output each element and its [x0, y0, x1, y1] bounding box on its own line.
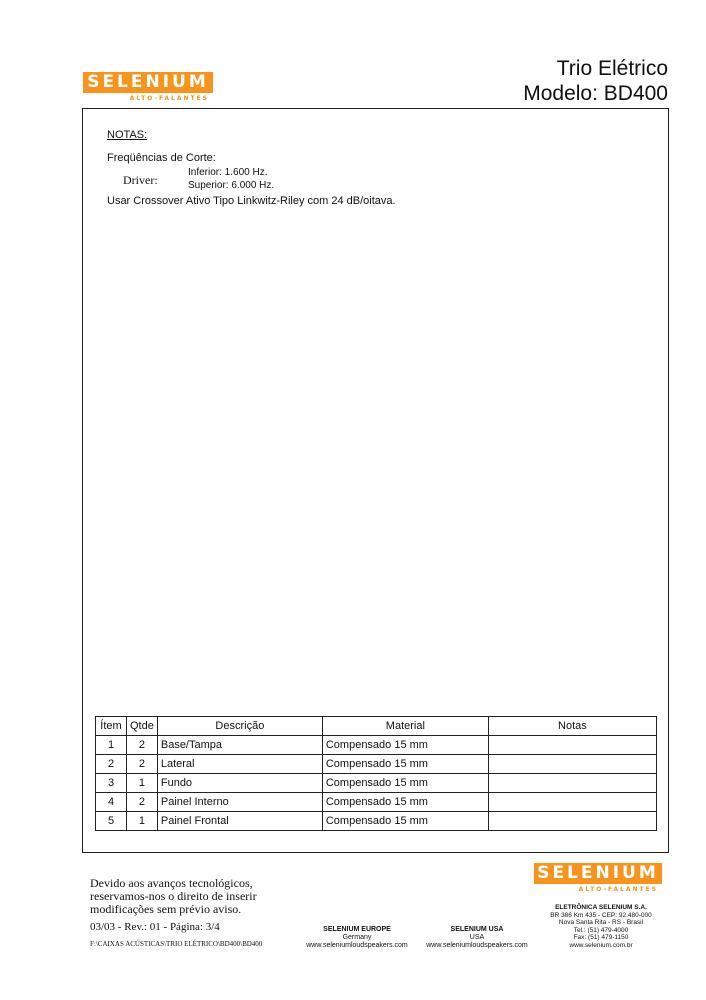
title-line-2: Modelo: BD400 [523, 82, 668, 105]
company-address-1: BR 386 Km 435 - CEP: 92.480-000 [550, 911, 652, 919]
table-row [96, 755, 657, 774]
company-name: ELETRÔNICA SELENIUM S.A. [555, 904, 647, 911]
freq-label: Freqüências de Corte: [107, 152, 216, 164]
usa-url[interactable]: www.seleniumloudspeakers.com [426, 942, 528, 949]
company-address-2: Nova Santa Rita - RS - Brasil [558, 919, 644, 926]
logo-text: SELENIUM [83, 72, 213, 93]
cell-qtde: 1 [127, 812, 158, 831]
crossover-note: Usar Crossover Ativo Tipo Linkwitz-Riley com 24 dB/oitava. [107, 195, 396, 207]
cell-qtde: 2 [127, 755, 158, 774]
cell-descricao: Fundo [157, 774, 322, 793]
cell-material: Compensado 15 mm [322, 736, 488, 755]
header-descricao: Descrição [157, 717, 322, 736]
table-row [96, 736, 657, 755]
header-notas: Notas [488, 717, 656, 736]
parts-table [95, 716, 657, 831]
disclaimer [90, 877, 257, 916]
cell-descricao: Base/Tampa [157, 736, 322, 755]
header-item: Ítem [96, 717, 127, 736]
cell-descricao: Lateral [157, 755, 322, 774]
cell-notas [488, 793, 656, 812]
selenium-logo-footer [534, 863, 662, 893]
disclaimer-line-2: reservamos-nos o direito de inserir [90, 889, 257, 903]
europe-name: SELENIUM EUROPE [323, 926, 391, 933]
logo-text: SELENIUM [534, 863, 662, 884]
title-line-1: Trio Elétrico [556, 57, 668, 80]
cell-notas [488, 812, 656, 831]
cell-item: 3 [96, 774, 127, 793]
cell-item: 4 [96, 793, 127, 812]
logo-subtext: ALTO-FALANTES [578, 886, 658, 893]
cell-item: 5 [96, 812, 127, 831]
header-material: Material [322, 717, 488, 736]
cell-material: Compensado 15 mm [322, 812, 488, 831]
revision-info: 03/03 - Rev.: 01 - Página: 3/4 [90, 921, 220, 933]
disclaimer-line-3: modificações sem prévio aviso. [90, 902, 242, 916]
cell-item: 2 [96, 755, 127, 774]
table-row [96, 774, 657, 793]
cell-material: Compensado 15 mm [322, 774, 488, 793]
header-qtde: Qtde [127, 717, 158, 736]
europe-country: Germany [342, 934, 372, 941]
cell-qtde: 2 [127, 793, 158, 812]
europe-contact [292, 926, 422, 950]
cell-material: Compensado 15 mm [322, 793, 488, 812]
cell-descricao: Painel Interno [157, 793, 322, 812]
page-title [523, 56, 668, 106]
cell-descricao: Painel Frontal [157, 812, 322, 831]
company-fax: Fax: (51) 479-1150 [573, 934, 629, 941]
file-path: F:\CAIXAS ACÚSTICAS\TRIO ELÉTRICO\BD400\BD400 [90, 940, 263, 948]
usa-country: USA [469, 934, 485, 941]
company-site[interactable]: www.selenium.com.br [569, 941, 633, 949]
cell-item: 1 [96, 736, 127, 755]
freq-superior: Superior: 6.000 Hz. [188, 180, 275, 191]
cell-qtde: 1 [127, 774, 158, 793]
cell-notas [488, 736, 656, 755]
freq-inferior: Inferior: 1.600 Hz. [188, 167, 268, 178]
driver-label: Driver: [123, 173, 158, 187]
cell-material: Compensado 15 mm [322, 755, 488, 774]
cell-qtde: 2 [127, 736, 158, 755]
cell-notas [488, 755, 656, 774]
usa-contact [412, 926, 542, 950]
notes-heading: NOTAS: [107, 129, 148, 141]
selenium-logo-header [83, 72, 213, 102]
table-row [96, 793, 657, 812]
usa-name: SELENIUM USA [450, 926, 504, 933]
table-row [96, 812, 657, 831]
europe-url[interactable]: www.seleniumloudspeakers.com [306, 942, 408, 949]
company-contact [540, 904, 662, 949]
cell-notas [488, 774, 656, 793]
table-header-row [96, 717, 657, 736]
company-tel: Tel.: (51) 479-4000 [573, 926, 629, 934]
disclaimer-line-1: Devido aos avanços tecnológicos, [90, 876, 253, 890]
logo-subtext: ALTO-FALANTES [129, 95, 209, 102]
